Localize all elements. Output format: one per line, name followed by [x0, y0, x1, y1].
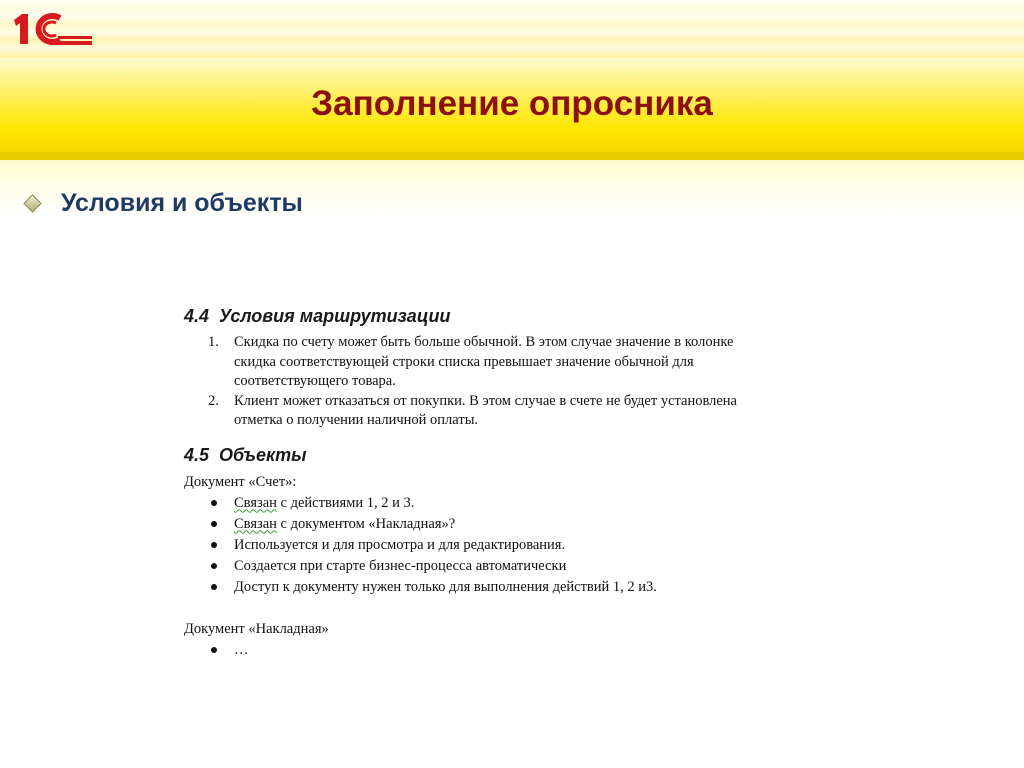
item-text: Используется и для просмотра и для редактирования. — [234, 536, 566, 553]
bullet-icon — [211, 647, 217, 653]
bullet-icon — [211, 542, 217, 548]
item-line: Скидка по счету может быть больше обычной. В этом случае значение в колонке — [234, 334, 734, 350]
list-item — [184, 577, 864, 598]
bullet-icon — [211, 563, 217, 569]
slide-title: Заполнение опросника — [311, 84, 713, 123]
list-item — [184, 333, 864, 392]
1c-logo-icon — [10, 8, 94, 48]
bullet-icon — [211, 500, 217, 506]
routing-conditions-list — [184, 333, 864, 431]
section-number: 4.5 — [184, 444, 210, 465]
doc2-items-list — [184, 640, 864, 661]
subtitle-row — [26, 186, 303, 220]
bullet-icon — [211, 584, 217, 590]
list-item — [184, 556, 864, 577]
section-title: Объекты — [219, 444, 307, 465]
doc1-label: Документ «Счет»: — [184, 473, 297, 490]
item-line: Клиент может отказаться от покупки. В этом случае в счете не будет установлена — [234, 392, 737, 409]
spellcheck-word: Связан — [234, 515, 277, 532]
item-text: Доступ к документу нужен только для выполнения действий 1, 2 и3. — [234, 578, 657, 595]
list-item — [184, 640, 864, 661]
header-stripes — [0, 0, 1024, 58]
item-text: … — [234, 641, 249, 658]
embedded-document — [184, 306, 864, 661]
doc2-label: Документ «Накладная» — [184, 620, 329, 637]
section-title: Условия маршрутизации — [219, 306, 451, 326]
title-band-edge — [0, 152, 1024, 160]
list-item — [184, 514, 864, 535]
list-item — [184, 535, 864, 556]
item-line: отметка о получении наличной оплаты. — [234, 412, 479, 428]
section-number: 4.4 — [184, 306, 210, 326]
list-item — [184, 392, 864, 431]
item-text: с документом «Накладная»? — [276, 515, 456, 532]
list-item — [184, 493, 864, 514]
item-line: соответствующего товара. — [234, 373, 396, 389]
doc1-items-list — [184, 493, 864, 598]
item-number: 2. — [208, 392, 219, 409]
section-heading-routing — [184, 306, 864, 327]
slide-subtitle: Условия и объекты — [61, 188, 303, 217]
spacer — [184, 598, 864, 619]
item-number: 1. — [208, 334, 219, 350]
section-heading-objects — [184, 445, 864, 466]
item-text: Создается при старте бизнес-процесса автоматически — [234, 557, 567, 574]
item-line: скидка соответствующей строки списка превышает значение обычной для — [234, 353, 694, 370]
bullet-icon — [211, 521, 217, 527]
spellcheck-word: Связан — [234, 494, 277, 511]
item-text: с действиями 1, 2 и 3. — [276, 494, 415, 511]
diamond-bullet-icon — [23, 194, 41, 212]
